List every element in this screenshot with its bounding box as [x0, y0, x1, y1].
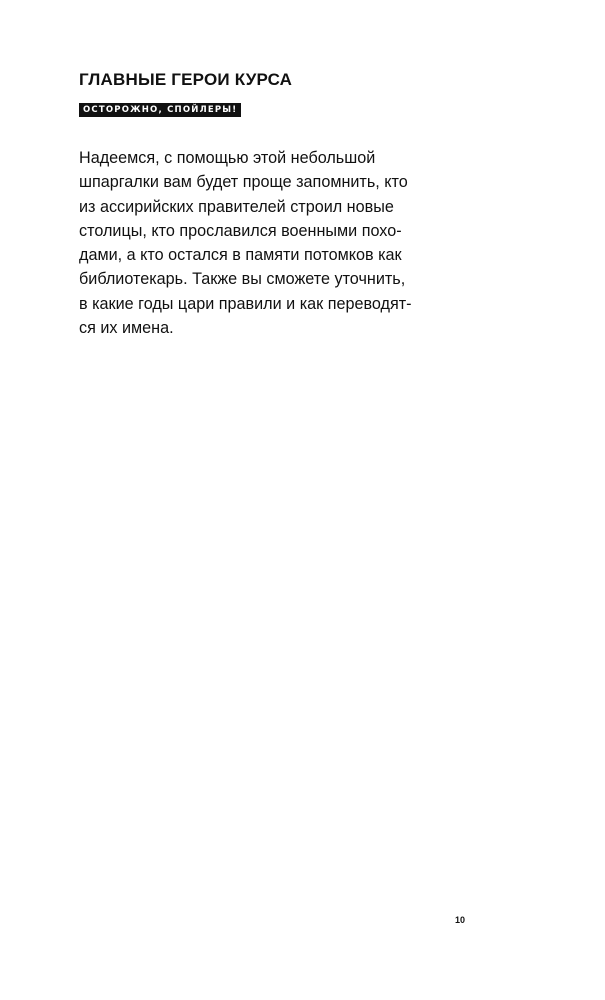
page-heading: ГЛАВНЫЕ ГЕРОИ КУРСА [79, 70, 293, 89]
paragraph-line: Надеемся, с помощью этой небольшой [79, 149, 376, 167]
paragraph-line: ся их имена. [79, 319, 174, 338]
paragraph-line: шпаргалки вам будет проще запомнить, кто [79, 173, 408, 192]
paragraph-line: из ассирийских правителей строил новые [79, 197, 394, 216]
paragraph-line: в какие годы цари правили и как переводят- [79, 294, 412, 313]
page-number: 10 [455, 915, 466, 925]
intro-paragraph [79, 146, 499, 340]
paragraph-line: дами, а кто остался в памяти потомков как [79, 246, 402, 265]
paragraph-line: столицы, кто прославился военными похо- [79, 221, 402, 240]
paragraph-line: библиотекарь. Также вы сможете уточнить, [79, 270, 406, 289]
spoiler-warning-badge: ОСТОРОЖНО, СПОЙЛЕРЫ! [79, 103, 241, 117]
